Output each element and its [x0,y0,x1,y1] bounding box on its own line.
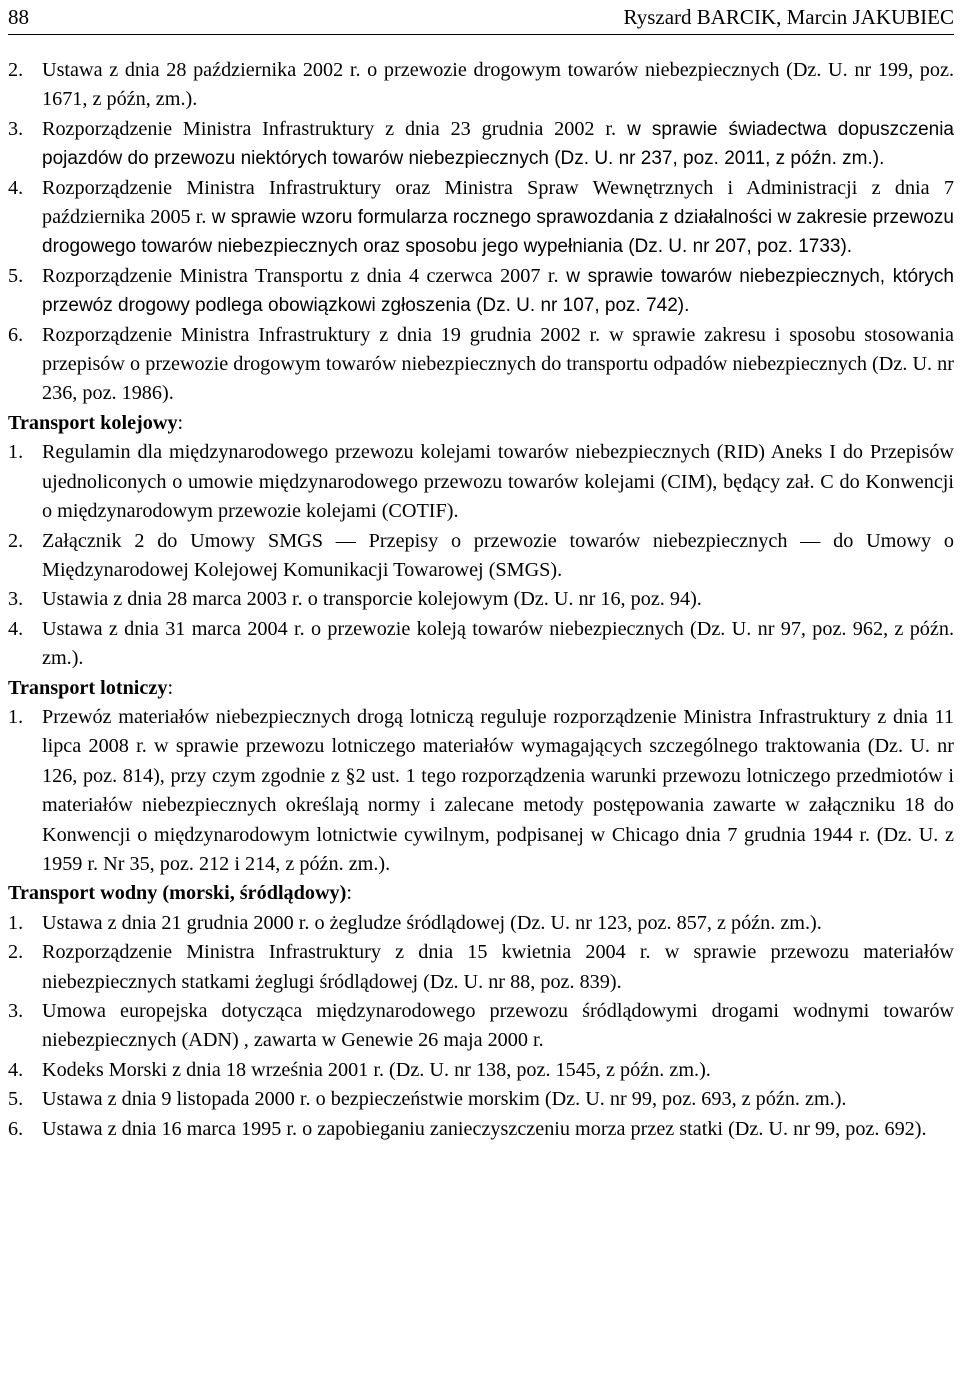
list-item [8,909,954,938]
item-text: Ustawa z dnia 9 listopada 2000 r. o bezpieczeństwie morskim (Dz. U. nr 99, poz. 693, z późn. zm.). [42,1088,847,1111]
item-text-segment: Ustawa z dnia 28 października 2002 r. o przewozie drogowym towarów niebezpiecznych (Dz. U. nr 199, poz. 1671, z późn, zm.). [42,59,954,111]
item-text-segment: w sprawie towarów niebezpiecznych, których przewóz drogowy podlega obowiązkowi zgłoszenia (Dz. U. nr 107, poz. 742). [42,265,954,317]
item-text-segment: Rozporządzenie Ministra Infrastruktury oraz Ministra Spraw Wewnętrznych i Administracji z dnia 7 października 2005 r. [42,176,954,229]
item-text: Ustawa z dnia 21 grudnia 2000 r. o żegludze śródlądowej (Dz. U. nr 123, poz. 857, z późn. zm.). [42,911,822,934]
list-item [8,438,954,526]
list-item [8,56,954,115]
list-item [8,585,954,614]
item-number: 2. [8,59,24,81]
item-text [42,174,954,262]
item-number: 1. [8,441,24,464]
item-text: Ustawa z dnia 31 marca 2004 r. o przewozie koleją towarów niebezpiecznych (Dz. U. nr 97, poz. 962, z późn. zm.). [42,617,954,670]
item-number: 6. [8,323,24,346]
item-text: Kodeks Morski z dnia 18 września 2001 r. (Dz. U. nr 138, poz. 1545, z późn. zm.). [42,1058,711,1081]
item-text: Załącznik 2 do Umowy SMGS — Przepisy o przewozie towarów niebezpiecznych — do Umowy o Międzynarodowej Kolejowej Komunikacji Towarowej (SMGS). [42,529,954,581]
item-text-segment: Rozporządzenie Ministra Infrastruktury z dnia 23 grudnia 2002 r. [42,117,617,140]
section-heading-water [8,879,954,908]
heading-colon: : [177,411,184,434]
list-item [8,1115,954,1144]
heading-text: Transport wodny (morski, śródlądowy) [8,882,347,905]
item-text [42,321,954,409]
water-transport-list [8,909,954,1144]
item-number: 4. [8,617,24,640]
item-text: Rozporządzenie Ministra Infrastruktury z dnia 15 kwietnia 2004 r. w sprawie przewozu materiałów niebezpiecznych statkami żeglugi śródlądowej (Dz. U. nr 88, poz. 839). [42,941,954,993]
page-number: 88 [8,4,29,29]
list-item [8,115,954,174]
item-number: 3. [8,1000,24,1022]
item-number: 3. [8,588,24,611]
item-number: 1. [8,911,24,934]
rail-transport-list [8,438,954,673]
list-item [8,1085,954,1114]
list-item [8,321,954,409]
list-item [8,938,954,997]
item-text [42,262,954,321]
item-text-segment: Rozporządzenie Ministra Transportu z dnia 4 czerwca 2007 r. [42,264,559,287]
item-number: 4. [8,1058,24,1081]
item-text [42,56,954,115]
item-text: Regulamin dla międzynarodowego przewozu kolejami towarów niebezpiecznych (RID) Aneks I do Przepisów ujednoliconych o umowie międzynarodowego przewozu towarów kolejami (CIM), będący zał. C do Konwencji o międzynarodowym przewozie kolejami (COTIF). [42,441,954,523]
item-text: Ustawa z dnia 16 marca 1995 r. o zapobieganiu zanieczyszczeniu morza przez statki (Dz. U. nr 99, poz. 692). [42,1117,927,1140]
item-number: 2. [8,529,24,552]
list-item [8,1056,954,1085]
item-text [42,115,954,174]
page-header [8,0,954,35]
item-number: 1. [8,705,24,728]
item-text: Ustawia z dnia 28 marca 2003 r. o transporcie kolejowym (Dz. U. nr 16, poz. 94). [42,588,702,611]
list-item [8,615,954,674]
air-transport-list [8,703,954,879]
page-content [8,56,954,1144]
heading-colon: : [346,882,352,905]
item-text-segment: w sprawie wzoru formularza rocznego sprawozdania z działalności w zakresie przewozu drogowego towarów niebezpiecznych oraz sposobu jego wypełniania (Dz. U. nr 207, poz. 1733). [42,207,954,258]
item-number: 3. [8,117,24,140]
heading-text: Transport kolejowy [8,411,178,434]
list-item [8,703,954,879]
item-text: Umowa europejska dotycząca międzynarodowego przewozu śródlądowymi drogami wodnymi towarów niebezpiecznych (ADN) , zawarta w Genewie 26 maja 2000 r. [42,1000,954,1052]
list-item [8,174,954,262]
list-item [8,527,954,586]
road-transport-list [8,56,954,409]
item-number: 4. [8,176,24,199]
item-text: Przewóz materiałów niebezpiecznych drogą lotniczą reguluje rozporządzenie Ministra Infrastruktury z dnia 11 lipca 2008 r. w sprawie przewozu lotniczego materiałów wymagających szczególnego traktowania (Dz. U. nr 126, poz. 814), przy czym zgodnie z §2 ust. 1 tego rozporządzenia warunki przewozu lotniczego przedmiotów i materiałów niebezpiecznych określają normy i zalecane metody postępowania zawarte w załączniku 18 do Konwencji o międzynarodowym lotnictwie cywilnym, podpisanej w Chicago dnia 7 grudnia 1944 r. (Dz. U. z 1959 r. Nr 35, poz. 212 i 214, z późn. zm.). [42,705,954,875]
section-heading-rail [8,409,954,438]
item-number: 5. [8,264,24,287]
item-number: 2. [8,941,24,964]
list-item [8,262,954,321]
item-text-segment: Rozporządzenie Ministra Infrastruktury z dnia 19 grudnia 2002 r. w sprawie zakresu i sposobu stosowania przepisów o przewozie drogowym towarów niebezpiecznych do transportu odpadów niebezpiecznych (Dz. U. nr 236, poz. 1986). [42,323,954,405]
running-title: Ryszard BARCIK, Marcin JAKUBIEC [623,4,954,29]
item-number: 6. [8,1117,24,1140]
item-number: 5. [8,1088,24,1111]
item-text-segment: w sprawie świadectwa dopuszczenia pojazdów do przewozu niektórych towarów niebezpiecznych (Dz. U. nr 237, poz. 2011, z późn. zm.). [42,118,954,170]
heading-colon: : [167,676,174,699]
list-item [8,997,954,1056]
heading-text: Transport lotniczy [8,676,168,699]
section-heading-air [8,674,954,703]
